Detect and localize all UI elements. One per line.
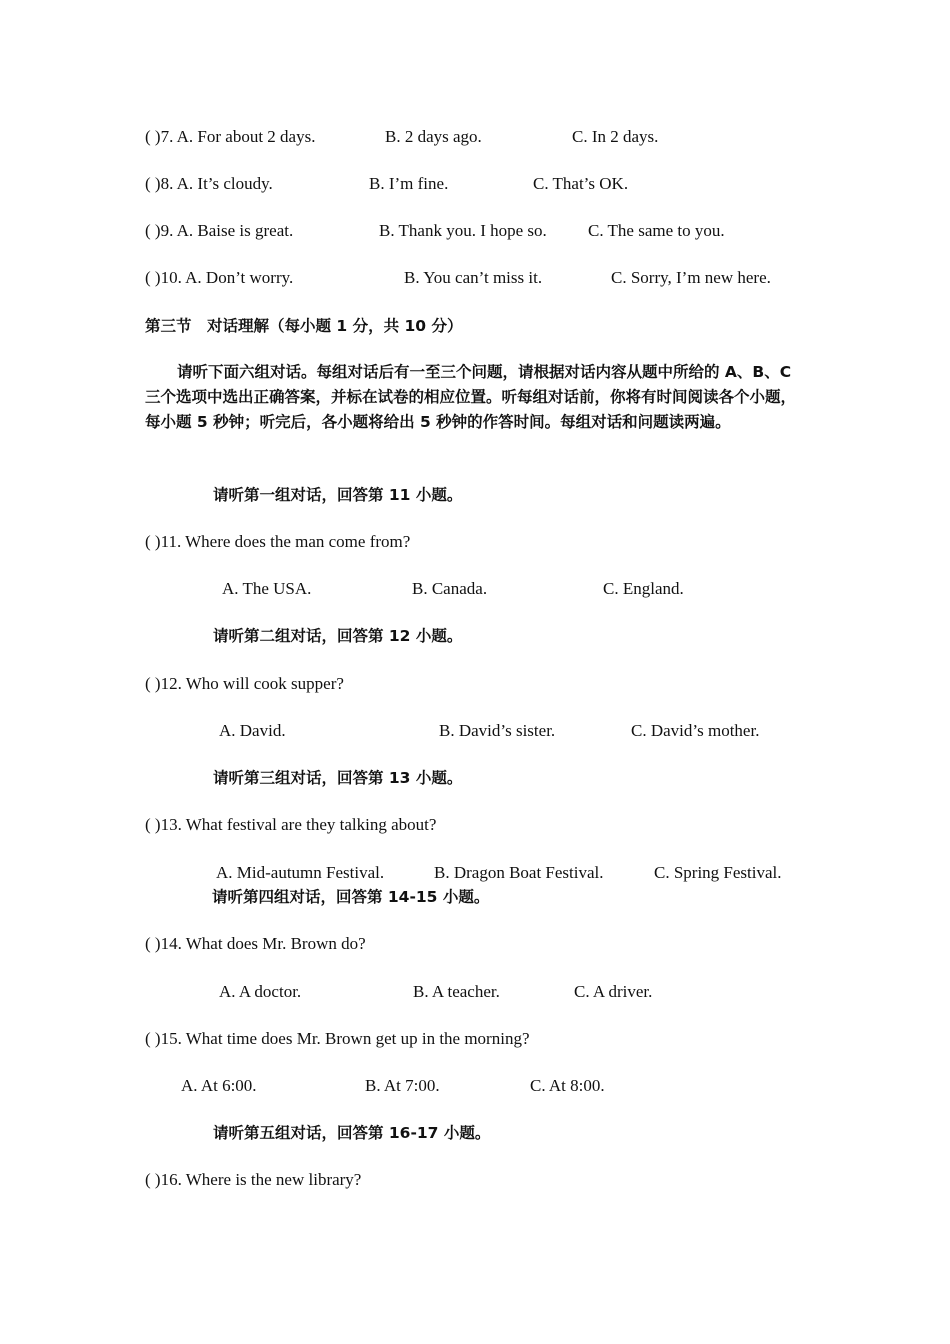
q15-option-a[interactable]: A. At 6:00. [181, 1076, 257, 1095]
q13-option-c[interactable]: C. Spring Festival. [654, 863, 782, 882]
q13-stem: ( )13. What festival are they talking about? [145, 815, 437, 834]
group-2-heading: 请听第二组对话，回答第 12 小题。 [213, 627, 463, 645]
q7-stem: ( )7. A. For about 2 days. [145, 127, 316, 146]
q15-option-c[interactable]: C. At 8:00. [530, 1076, 605, 1095]
q10-option-c[interactable]: C. Sorry, I’m new here. [611, 268, 771, 287]
q9-option-c[interactable]: C. The same to you. [588, 221, 725, 240]
q7-option-c[interactable]: C. In 2 days. [572, 127, 659, 146]
section-instructions-text: 请听下面六组对话。每组对话后有一至三个问题，请根据对话内容从题中所给的 A、B、C 三个选项中选出正确答案，并标在试卷的相应位置。听每组对话前，你将有时间阅读各个小题，每小题 5 秒钟；听完后，各小题将给出 5 秒钟的作答时间。每组对话和问题读两遍。 [145, 363, 797, 431]
q12-option-a[interactable]: A. David. [219, 721, 286, 740]
q12-option-b[interactable]: B. David’s sister. [439, 721, 556, 740]
q12-stem: ( )12. Who will cook supper? [145, 674, 344, 693]
section-title: 第三节 对话理解（每小题 1 分，共 10 分） [145, 317, 463, 335]
section-instructions [145, 360, 810, 435]
q12-option-c[interactable]: C. David’s mother. [631, 721, 760, 740]
q11-stem: ( )11. Where does the man come from? [145, 532, 411, 551]
q14-stem: ( )14. What does Mr. Brown do? [145, 934, 366, 953]
group-3-heading: 请听第三组对话，回答第 13 小题。 [213, 769, 463, 787]
q14-option-b[interactable]: B. A teacher. [413, 982, 500, 1001]
group-1-heading: 请听第一组对话，回答第 11 小题。 [213, 486, 463, 504]
q9-option-b[interactable]: B. Thank you. I hope so. [379, 221, 547, 240]
q14-option-a[interactable]: A. A doctor. [219, 982, 302, 1001]
q13-option-b[interactable]: B. Dragon Boat Festival. [434, 863, 604, 882]
q15-option-b[interactable]: B. At 7:00. [365, 1076, 440, 1095]
group-4-heading: 请听第四组对话，回答第 14-15 小题。 [212, 888, 490, 906]
q8-option-b[interactable]: B. I’m fine. [369, 174, 449, 193]
q16-stem: ( )16. Where is the new library? [145, 1170, 362, 1189]
q9-stem: ( )9. A. Baise is great. [145, 221, 294, 240]
q10-option-b[interactable]: B. You can’t miss it. [404, 268, 543, 287]
q14-option-c[interactable]: C. A driver. [574, 982, 653, 1001]
q7-option-b[interactable]: B. 2 days ago. [385, 127, 482, 146]
q8-stem: ( )8. A. It’s cloudy. [145, 174, 273, 193]
q11-option-c[interactable]: C. England. [603, 579, 684, 598]
q8-option-c[interactable]: C. That’s OK. [533, 174, 629, 193]
q11-option-a[interactable]: A. The USA. [222, 579, 312, 598]
q15-stem: ( )15. What time does Mr. Brown get up in the morning? [145, 1029, 530, 1048]
q13-option-a[interactable]: A. Mid-autumn Festival. [216, 863, 385, 882]
group-5-heading: 请听第五组对话，回答第 16-17 小题。 [213, 1124, 491, 1142]
q10-stem: ( )10. A. Don’t worry. [145, 268, 294, 287]
q11-option-b[interactable]: B. Canada. [412, 579, 488, 598]
